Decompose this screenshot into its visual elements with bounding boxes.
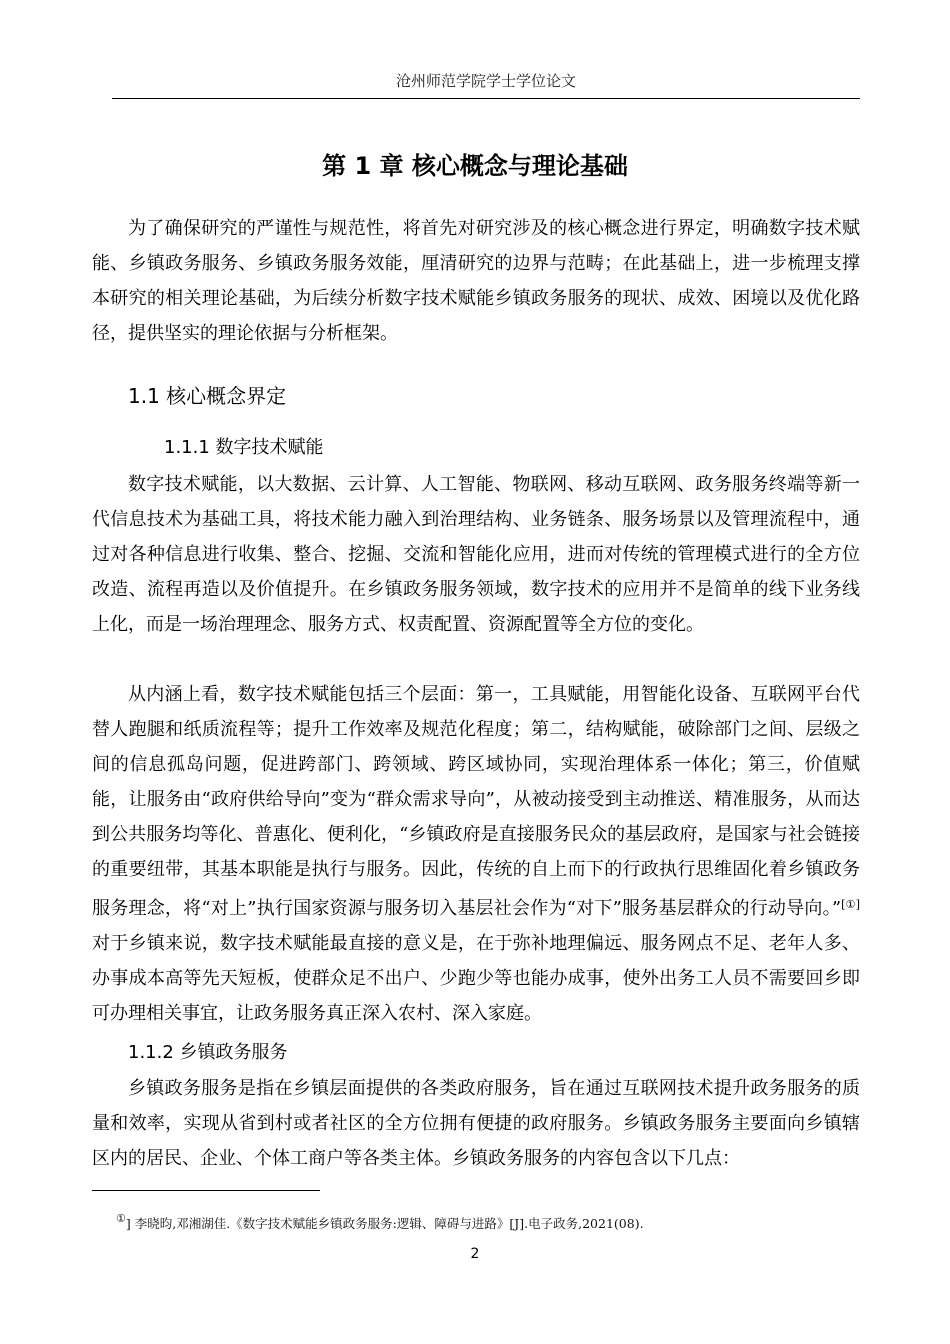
header-divider <box>112 98 860 99</box>
section-heading-1-1-1: 1.1.1 数字技术赋能 <box>164 437 324 458</box>
footnote-divider <box>92 1190 320 1191</box>
paragraph-township-service: 乡镇政务服务是指在乡镇层面提供的各类政府服务，旨在通过互联网技术提升政务服务的质量和效率，实现从省到村或者社区的全方位拥有便捷的政府服务。乡镇政务服务主要面向乡镇辖区内的居民、企业、个体工商户等各类主体。乡镇政务服务的内容包含以下几点： <box>92 1078 860 1169</box>
paragraph-digital-empowerment-connotation <box>92 677 860 1031</box>
running-header: 沧州师范学院学士学位论文 <box>395 72 576 90</box>
page-number: 2 <box>470 1246 480 1262</box>
intro-paragraph: 为了确保研究的严谨性与规范性，将首先对研究涉及的核心概念进行界定，明确数字技术赋能、乡镇政务服务、乡镇政务服务效能，厘清研究的边界与范畴；在此基础上，进一步梳理支撑本研究的相关理论基础，为后续分析数字技术赋能乡镇政务服务的现状、成效、困境以及优化路径，提供坚实的理论依据与分析框架。 <box>92 218 860 344</box>
section-heading-1-1-2: 1.1.2 乡镇政务服务 <box>128 1042 288 1063</box>
paragraph-text-after-citation: 对于乡镇来说，数字技术赋能最直接的意义是，在于弥补地理偏远、服务网点不足、老年人多、办事成本高等先天短板，使群众足不出户、少跑少等也能办成事，使外出务工人员不需要回乡即可办理相关事宜，让政务服务真正深入农村、深入家庭。 <box>92 933 860 1024</box>
footnote-text: ] 李晓昀,邓湘湖佳.《数字技术赋能乡镇政务服务:逻辑、障碍与进路》[J].电子政务,2021(08). <box>125 1216 644 1231</box>
section-heading-1-1: 1.1 核心概念界定 <box>128 384 287 408</box>
footnote <box>116 1212 644 1232</box>
citation-mark[interactable]: [①] <box>841 898 860 911</box>
paragraph-digital-empowerment-definition: 数字技术赋能，以大数据、云计算、人工智能、物联网、移动互联网、政务服务终端等新一代信息技术为基础工具，将技术能力融入到治理结构、业务链条、服务场景以及管理流程中，通过对各种信息进行收集、整合、挖掘、交流和智能化应用，进而对传统的管理模式进行的全方位改造、流程再造以及价值提升。在乡镇政务服务领域，数字技术的应用并不是简单的线下业务线上化，而是一场治理理念、服务方式、权责配置、资源配置等全方位的变化。 <box>92 474 860 635</box>
footnote-mark: ① <box>116 1212 126 1225</box>
paragraph-text-before-citation: 从内涵上看，数字技术赋能包括三个层面：第一，工具赋能，用智能化设备、互联网平台代替人跑腿和纸质流程等；提升工作效率及规范化程度；第二，结构赋能，破除部门之间、层级之间的信息孤岛问题，促进跨部门、跨领域、跨区域协同，实现治理体系一体化；第三，价值赋能，让服务由“政府供给导向”变为“群众需求导向”，从被动接受到主动推送、精准服务，从而达到公共服务均等化、普惠化、便利化，“乡镇政府是直接服务民众的基层政府，是国家与社会链接的重要纽带，其基本职能是执行与服务。因此，传统的自上而下的行政执行思维固化着乡镇政务服务理念，将“对上”执行国家资源与服务切入基层社会作为“对下”服务基层群众的行动导向。” <box>92 684 860 919</box>
chapter-title: 第 1 章 核心概念与理论基础 <box>322 152 628 180</box>
